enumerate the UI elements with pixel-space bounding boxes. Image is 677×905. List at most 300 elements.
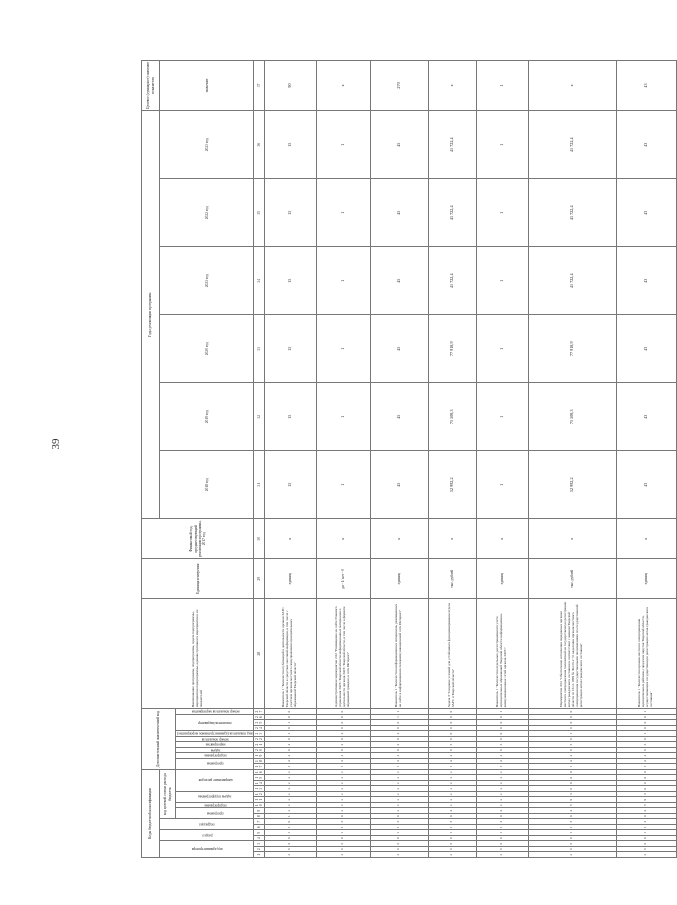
code-cell: 1 <box>316 764 370 770</box>
row-fin-year: x <box>316 519 370 559</box>
code-cell: 1 <box>616 731 676 737</box>
row-year-value: 1 <box>316 179 370 247</box>
code-cell: 0 <box>616 769 676 775</box>
code-cell: 6 <box>264 847 316 853</box>
unit-column-header: Единица измерения <box>142 559 254 599</box>
code-cell: x <box>428 797 476 803</box>
row-target: x <box>316 60 370 111</box>
code-cell: 2 <box>316 753 370 759</box>
kbk-col-subprogram: подпрограмма <box>176 803 254 809</box>
code-cell: 0 <box>616 747 676 753</box>
code-cell: x <box>476 792 528 798</box>
code-cell: 0 <box>528 769 616 775</box>
code-cell: x <box>370 797 428 803</box>
code-cell: 0 <box>316 814 370 820</box>
code-cell: 6 <box>476 847 528 853</box>
code-cell: 0 <box>264 714 316 720</box>
row-fin-year: x <box>428 519 476 559</box>
code-cell: x <box>316 775 370 781</box>
code-cell: 1 <box>528 825 616 831</box>
row-target: 270 <box>370 60 428 111</box>
row-year-value: 43 <box>616 315 676 383</box>
code-cell: x <box>370 781 428 787</box>
column-number-cell: 25 <box>254 721 264 724</box>
code-cell: 1 <box>476 764 528 770</box>
column-number-cell: 7 <box>254 819 264 825</box>
year-2023-header: 2023 год <box>160 111 254 179</box>
code-cell: 2 <box>616 852 676 858</box>
code-cell: 1 <box>428 764 476 770</box>
code-cell: 0 <box>428 736 476 742</box>
table-row <box>528 60 616 857</box>
code-cell: 2 <box>528 852 616 858</box>
row-year-value: 15 <box>264 383 316 451</box>
row-unit: да - 1/ нет - 0 <box>316 559 370 599</box>
code-cell: 6 <box>528 847 616 853</box>
code-cell: 0 <box>528 786 616 792</box>
fin-year-header: Финансовый год, предшествующий реализации программы, 2017 год <box>142 519 254 559</box>
code-cell: 0 <box>616 736 676 742</box>
code-cell: 1 <box>370 830 428 836</box>
code-cell: 6 <box>316 841 370 847</box>
code-cell: 0 <box>476 720 528 726</box>
code-cell: 0 <box>616 814 676 820</box>
code-cell: 1 <box>264 825 316 831</box>
row-year-value: 15 <box>264 451 316 519</box>
column-number-cell: 3 <box>254 841 264 847</box>
row-year-value: 52 992,2 <box>428 451 476 519</box>
row-year-value: 1 <box>316 383 370 451</box>
kbk-col-admin: код администратора <box>160 841 254 858</box>
code-cell: 1 <box>528 830 616 836</box>
row-fin-year: x <box>264 519 316 559</box>
code-cell: 1 <box>370 709 428 715</box>
column-number-cell: 30 <box>254 519 264 559</box>
code-cell: 3 <box>370 819 428 825</box>
code-cell: 5 <box>528 803 616 809</box>
code-cell: 0 <box>316 709 370 715</box>
code-cell: 0 <box>616 836 676 842</box>
row-fin-year: x <box>370 519 428 559</box>
code-cell: 0 <box>428 709 476 715</box>
code-cell: x <box>476 803 528 809</box>
code-cell: x <box>264 786 316 792</box>
code-cell: 1 <box>316 825 370 831</box>
code-cell: 0 <box>476 747 528 753</box>
code-cell: 2 <box>428 753 476 759</box>
column-number-cell: 31 <box>254 451 264 519</box>
code-cell: x <box>316 797 370 803</box>
code-cell: 2 <box>316 731 370 737</box>
code-cell: 0 <box>528 709 616 715</box>
target-header: Целевое (суммарное) значение показателя <box>142 60 160 111</box>
dop-col-indicator-type: вид показателя (административное мероприятие) <box>177 731 253 736</box>
row-year-value: 43 <box>616 451 676 519</box>
column-number-cell: 18 <box>254 760 264 762</box>
code-cell: 0 <box>370 736 428 742</box>
code-cell: 2 <box>370 731 428 737</box>
code-cell: 6 <box>316 847 370 853</box>
code-cell: 0 <box>316 836 370 842</box>
code-cell: x <box>428 775 476 781</box>
code-cell: x <box>264 808 316 814</box>
code-cell: x <box>476 775 528 781</box>
table-row <box>616 60 676 857</box>
code-cell: 0 <box>264 736 316 742</box>
year-2018-header: 2018 год <box>160 451 254 519</box>
code-cell: 3 <box>616 792 676 798</box>
code-cell: 0 <box>370 814 428 820</box>
code-cell: 0 <box>616 781 676 787</box>
row-year-value: 15 <box>264 111 316 179</box>
year-2022-header: 2022 год <box>160 179 254 247</box>
code-cell: x <box>316 769 370 775</box>
column-number-cell: 36 <box>254 111 264 179</box>
code-cell: 0 <box>264 819 316 825</box>
column-number-cell: 34 <box>254 247 264 315</box>
column-number-cell: 5 <box>254 830 264 836</box>
code-cell: x <box>264 781 316 787</box>
code-cell: 1 <box>370 714 428 720</box>
page-number: 39 <box>50 438 62 450</box>
row-year-value: 1 <box>476 315 528 383</box>
column-number-cell: 8 <box>254 814 264 820</box>
code-cell: 2 <box>370 852 428 858</box>
kbk-col-subsection: подраздел <box>160 819 254 830</box>
code-cell: 1 <box>616 825 676 831</box>
column-number-cell: 32 <box>254 383 264 451</box>
code-cell: 0 <box>428 747 476 753</box>
dop-col-program: программа <box>176 758 254 769</box>
rotated-table-wrapper <box>141 61 654 858</box>
code-cell: x <box>370 786 428 792</box>
year-2020-header: 2020 год <box>160 315 254 383</box>
code-cell: 1 <box>370 764 428 770</box>
row-year-value: 15 <box>264 315 316 383</box>
column-number-cell: 37 <box>254 60 264 111</box>
code-cell: 1 <box>476 825 528 831</box>
row-unit: тыс. рублей <box>528 559 616 599</box>
row-target: 1 <box>476 60 528 111</box>
code-cell: 6 <box>528 841 616 847</box>
kbk-col-task: задача подпрограммы <box>176 792 254 803</box>
row-unit: единиц <box>264 559 316 599</box>
code-cell: 0 <box>616 720 676 726</box>
table-row <box>428 60 476 857</box>
row-name: Мероприятие 3.01 "Обеспечение исполнения переданных органам местного самоуправления полномочий на государственную регистрацию актов гражданского состояния в соответствии с законом Тверской области от 16.11.1998 № 30-ОЗ-2 "О наделении органов местного самоуправления государственными полномочиями по государственной регистрации актов гражданского состояния" <box>528 599 616 709</box>
code-cell: 0 <box>316 747 370 753</box>
code-cell: 0 <box>370 747 428 753</box>
row-year-value: 15 <box>264 247 316 315</box>
code-cell: 3 <box>316 819 370 825</box>
row-year-value: 1 <box>476 383 528 451</box>
row-year-value: 52 992,2 <box>528 451 616 519</box>
code-cell: 0 <box>264 709 316 715</box>
code-cell: 1 <box>616 709 676 715</box>
code-cell: x <box>316 803 370 809</box>
code-cell: x <box>476 786 528 792</box>
column-number-cell: 13 <box>254 787 264 790</box>
code-cell: 3 <box>528 792 616 798</box>
code-cell: 6 <box>370 841 428 847</box>
code-cell: 0 <box>616 725 676 731</box>
column-number-cell: 19 <box>254 754 264 757</box>
column-number-cell: 1 <box>254 852 264 858</box>
column-number-cell: 6 <box>254 825 264 831</box>
row-year-value: 1 <box>316 111 370 179</box>
code-cell: 0 <box>428 814 476 820</box>
row-target: x <box>528 60 616 111</box>
code-cell: 0 <box>528 720 616 726</box>
row-year-value: 45 <box>370 383 428 451</box>
row-target: 90 <box>264 60 316 111</box>
row-year-value: 1 <box>476 451 528 519</box>
code-cell: 3 <box>428 742 476 748</box>
kbk-sub-header: код целевой статьи расхода бюджета <box>160 769 176 819</box>
code-cell: 2 <box>316 742 370 748</box>
code-cell: 6 <box>370 847 428 853</box>
row-year-value: 75 508,3 <box>528 383 616 451</box>
code-cell: 2 <box>264 753 316 759</box>
kbk-col-section: раздел <box>160 830 254 841</box>
row-year-value: 43 <box>616 383 676 451</box>
code-cell: 2 <box>428 852 476 858</box>
code-cell: 4 <box>528 758 616 764</box>
row-year-value: 41 722,4 <box>428 111 476 179</box>
row-year-value: 45 <box>370 179 428 247</box>
code-cell: 6 <box>616 847 676 853</box>
code-cell: 4 <box>370 758 428 764</box>
table-row <box>316 60 370 857</box>
column-number-cell: 10 <box>254 804 264 807</box>
row-year-value: 43 <box>616 247 676 315</box>
code-cell: 0 <box>476 731 528 737</box>
row-target: x <box>428 60 476 111</box>
row-year-value: 1 <box>476 179 528 247</box>
code-cell: x <box>264 797 316 803</box>
code-cell: 0 <box>528 714 616 720</box>
code-cell: 1 <box>264 814 316 820</box>
code-cell: x <box>316 786 370 792</box>
row-unit: единиц <box>476 559 528 599</box>
dop-col-indicator: показатель/индикатор <box>176 714 254 731</box>
column-number-cell: 26 <box>254 716 264 718</box>
code-cell: 5 <box>616 803 676 809</box>
code-cell: 0 <box>528 836 616 842</box>
code-cell: 1 <box>428 830 476 836</box>
code-cell: 0 <box>616 775 676 781</box>
dop-col-indicator-number: номер показателя <box>176 736 254 742</box>
row-unit: единиц <box>616 559 676 599</box>
code-cell: 0 <box>316 725 370 731</box>
code-cell: x <box>370 808 428 814</box>
code-cell: x <box>316 792 370 798</box>
code-cell: x <box>264 769 316 775</box>
code-cell: 1 <box>264 764 316 770</box>
code-cell: 0 <box>370 836 428 842</box>
row-name: Административное мероприятие 2.02 "Размещение на сайте Главного управления ЗАГС Тверской области информационных материалов о деятельности органов ЗАГС Тверской области, в том числе в формате обращений граждан, в сети Интернет" <box>316 599 370 709</box>
column-number-cell: 12 <box>254 793 264 796</box>
row-year-value: 45 <box>370 247 428 315</box>
column-number-cell: 17 <box>254 765 264 768</box>
column-number-cell: 2 <box>254 847 264 853</box>
code-cell: 2 <box>476 852 528 858</box>
column-number-cell: 24 <box>254 727 264 729</box>
code-cell: 4 <box>616 808 676 814</box>
row-name: Показатель 1 "Количество отдельных, регистрационного учета муниципальных образований Тверской области информационно-коммуникационных сетей органов ЗАГС" <box>476 599 528 709</box>
row-year-value: 45 <box>370 111 428 179</box>
code-cell: x <box>264 792 316 798</box>
code-cell: 0 <box>264 747 316 753</box>
dop-col-event: мероприятие <box>176 742 254 748</box>
table-row <box>476 60 528 857</box>
row-name: Показатель 1 "Количество публикаций о деятельности органов ЗАГС Тверской области в средствах массовой информации, в том числе с участием органов местного самоуправления муниципальных образований Тверской области" <box>264 599 316 709</box>
row-name: Показатель 1 "Количество органов местного самоуправления муниципальных районов, городских округов Тверской области, осуществляющих государственную регистрацию актов гражданского состояния" <box>616 599 676 709</box>
column-number-cell: 20 <box>254 749 264 751</box>
program-indicators-table <box>141 60 677 858</box>
dop-col-event-number: номер показателя мероприятия <box>176 709 254 715</box>
code-cell: x <box>476 781 528 787</box>
code-cell: 0 <box>528 814 616 820</box>
code-cell: 0 <box>428 720 476 726</box>
column-number-cell: 22 <box>254 738 264 740</box>
code-cell: 6 <box>428 841 476 847</box>
code-cell: 4 <box>528 808 616 814</box>
code-cell: x <box>264 775 316 781</box>
row-unit: единиц <box>370 559 428 599</box>
code-cell: 1 <box>264 830 316 836</box>
code-cell: 3 <box>616 819 676 825</box>
row-year-value: 77 918,9 <box>528 315 616 383</box>
code-cell: 4 <box>316 758 370 764</box>
row-year-value: 41 722,4 <box>428 179 476 247</box>
code-cell: x <box>264 803 316 809</box>
column-number-cell: 23 <box>254 732 264 735</box>
row-year-value: 41 722,4 <box>528 179 616 247</box>
code-cell: 0 <box>370 725 428 731</box>
column-number-cell: 28 <box>254 599 264 709</box>
code-cell: 1 <box>616 764 676 770</box>
code-cell: 6 <box>616 841 676 847</box>
code-cell: 1 <box>264 720 316 726</box>
code-cell: 4 <box>616 758 676 764</box>
code-cell: 0 <box>476 736 528 742</box>
code-cell: 6 <box>476 841 528 847</box>
row-year-value: 41 722,4 <box>528 247 616 315</box>
code-cell: x <box>370 775 428 781</box>
column-number-cell: 14 <box>254 782 264 785</box>
code-cell: 0 <box>528 775 616 781</box>
code-cell: 0 <box>528 781 616 787</box>
code-cell: 3 <box>616 742 676 748</box>
code-cell: 2 <box>528 753 616 759</box>
code-cell: 1 <box>316 830 370 836</box>
code-cell: 2 <box>264 742 316 748</box>
kbk-col-program: программа <box>176 808 254 819</box>
code-cell: 0 <box>476 714 528 720</box>
target-value-header: значение <box>160 60 254 111</box>
code-cell: 0 <box>476 814 528 820</box>
code-cell: x <box>428 781 476 787</box>
column-number-cell: 15 <box>254 776 264 779</box>
code-cell: 1 <box>428 825 476 831</box>
code-cell: x <box>370 769 428 775</box>
code-cell: 4 <box>428 758 476 764</box>
code-cell: 1 <box>264 731 316 737</box>
code-cell: x <box>370 803 428 809</box>
code-cell: 3 <box>528 742 616 748</box>
code-cell: 4 <box>476 758 528 764</box>
code-cell: 2 <box>476 753 528 759</box>
code-cell: 1 <box>476 709 528 715</box>
row-name: Задача 3 "Создание условий для устойчивого функционирования отдела ЗАГС и Тверской области" <box>428 599 476 709</box>
kbk-col-direction: направление расходов <box>176 769 254 791</box>
code-cell: 0 <box>264 836 316 842</box>
code-cell: 3 <box>476 819 528 825</box>
row-fin-year: x <box>616 519 676 559</box>
column-number-cell: 21 <box>254 743 264 746</box>
column-number-cell: 33 <box>254 315 264 383</box>
code-cell: x <box>316 781 370 787</box>
code-cell: 0 <box>616 786 676 792</box>
code-cell: 0 <box>264 725 316 731</box>
code-cell: 2 <box>370 753 428 759</box>
column-number-cell: 9 <box>254 808 264 814</box>
code-cell: 1 <box>528 764 616 770</box>
row-year-value: 77 918,9 <box>428 315 476 383</box>
row-year-value: 45 <box>370 315 428 383</box>
code-cell: 9 <box>528 797 616 803</box>
column-number-cell: 11 <box>254 798 264 801</box>
dop-col-subprogram: подпрограмма <box>176 753 254 759</box>
row-fin-year: x <box>476 519 528 559</box>
row-year-value: 43 <box>616 111 676 179</box>
row-fin-year: x <box>528 519 616 559</box>
code-cell: 1 <box>616 830 676 836</box>
code-cell: 1 <box>528 731 616 737</box>
row-year-value: 41 722,4 <box>428 247 476 315</box>
code-cell: 2 <box>370 742 428 748</box>
column-number-cell: 29 <box>254 559 264 599</box>
code-cell: x <box>476 797 528 803</box>
name-column-header: Наименование программы, подпрограммы, задачи подпрограммы, мероприятия подпрограммы, административного мероприятия и их показателей <box>142 599 254 709</box>
code-cell: 3 <box>528 819 616 825</box>
code-cell: 3 <box>476 742 528 748</box>
year-2021-header: 2021 год <box>160 247 254 315</box>
column-number-cell: 16 <box>254 771 264 774</box>
row-year-value: 45 <box>370 451 428 519</box>
code-cell: 0 <box>528 747 616 753</box>
code-cell: 0 <box>428 714 476 720</box>
column-number-cell: 35 <box>254 179 264 247</box>
row-year-value: 1 <box>316 247 370 315</box>
code-cell: 0 <box>428 836 476 842</box>
code-cell: 0 <box>428 731 476 737</box>
year-2019-header: 2019 год <box>160 383 254 451</box>
code-cell: 6 <box>428 847 476 853</box>
code-cell: 1 <box>476 830 528 836</box>
code-cell: 3 <box>428 819 476 825</box>
row-name: Показатель 1 "Количество информационных материалов, размещенных на сайте в информационно-телекоммуникационной сети Интернет" <box>370 599 428 709</box>
code-cell: 1 <box>370 825 428 831</box>
dop-col-task: задача <box>176 747 254 753</box>
code-cell: 6 <box>264 841 316 847</box>
row-year-value: 1 <box>316 315 370 383</box>
row-year-value: 1 <box>316 451 370 519</box>
code-cell: x <box>428 803 476 809</box>
code-cell: x <box>428 792 476 798</box>
table-row <box>264 60 316 857</box>
